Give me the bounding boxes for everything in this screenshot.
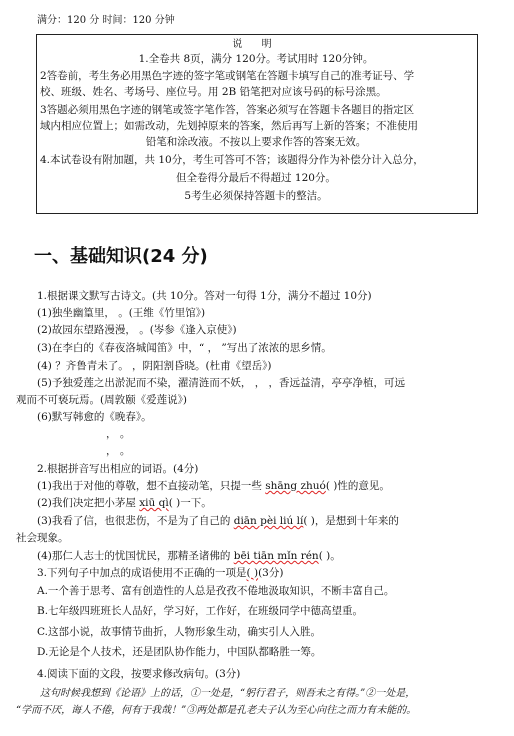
q2-item-4-pre: (4)那仁人志士的忧国忧民，那精圣诸佛的 — [37, 550, 234, 562]
q3-score: (3分) — [258, 567, 284, 579]
q1-item-6-line2: ， 。 — [106, 445, 131, 457]
q2-item-4-pinyin: bēi tiān mǐn rén — [233, 550, 319, 562]
q1-item-6: (6)默写韩愈的《晚春》。 — [37, 411, 152, 423]
notice-line-5: 域内相应位置上；如需改动，先划掉原来的答案，然后再写上新的答案；不准使用 — [40, 120, 418, 132]
score-time-line: 满分：120 分 时间：120 分钟 — [37, 15, 175, 26]
section-heading: 一、基础知识(24 分) — [34, 246, 208, 267]
q2-item-1 — [37, 480, 390, 493]
q3-option-d: D.无论是个人技术，还是团队协作能力，中国队都略胜一筹。 — [37, 646, 322, 658]
q1-item-4: (4) ？齐鲁青未了。 ，阴阳割昏晓。(杜甫《望岳》) — [37, 360, 272, 372]
q2-stem: 2.根据拼音写出相应的词语。(4分) — [37, 463, 199, 475]
q2-item-2-post: ( )一下。 — [168, 497, 212, 509]
q2-item-3-post: ( )，是想到十年来的 — [303, 515, 399, 527]
q1-stem: 1.根据课文默写古诗文。(共 10分。答对一句得 1分，满分不超过 10分) — [37, 290, 372, 302]
q2-item-1-pinyin: shāng zhuó — [265, 480, 326, 492]
notice-line-1: 1.全卷共 8页，满分 120分。考试用时 120分钟。 — [138, 53, 374, 65]
notice-line-7: 4.本试卷设有附加题，共 10分，考生可答可不答；该题得分作为补偿分计入总分， — [40, 154, 424, 166]
q1-item-2: (2)故园东望路漫漫， 。(岑参《逢入京使》) — [37, 324, 237, 336]
q2-item-2 — [37, 497, 212, 510]
q2-item-3-cont: 社会现象。 — [16, 532, 69, 544]
q2-item-3-pre: (3)我看了信，也很悲伤，不是为了自己的 — [37, 515, 234, 527]
q2-item-4-post: ( )。 — [318, 550, 341, 562]
q3-option-b: B.七年级四班班长人品好，学习好，工作好，在班级同学中德高望重。 — [37, 605, 364, 617]
notice-line-4: 3答题必须用黑色字迹的钢笔或签字笔作答，答案必须写在答题卡各题目的指定区 — [40, 104, 415, 116]
q2-item-3-pinyin: diān pèi liú lí — [233, 515, 304, 527]
q3-option-a: A.一个善于思考、富有创造性的人总是孜孜不倦地汲取知识，不断丰富自己。 — [37, 585, 395, 597]
notice-line-8: 但全卷得分最后不得超过 120分。 — [176, 172, 336, 184]
q3-stem-text: 3.下列句子中加点的成语使用不正确的一项是 — [37, 567, 247, 579]
q4-stem: 4.阅读下面的文段，按要求修改病句。(3分) — [37, 668, 241, 680]
notice-line-9: 5考生必须保持答题卡的整洁。 — [184, 190, 328, 202]
q4-text-line-1: 这句时候我想到《论语》上的话，①一处是，“躬行君子，则吾未之有得。”②一处是， — [40, 688, 416, 699]
q2-item-2-pinyin: xiū qì — [139, 497, 169, 509]
q2-item-1-post: ( )性的意见。 — [325, 480, 390, 492]
notice-line-2: 2答卷前，考生务必用黑色字迹的签字笔或钢笔在答题卡填写自己的准考证号、学 — [40, 70, 415, 82]
notice-line-6: 铅笔和涂改液。不按以上要求作答的答案无效。 — [145, 136, 367, 148]
q2-item-3 — [37, 515, 399, 528]
q1-item-3: (3)在李白的《春夜洛城闻笛》中，“ ， ”写出了浓浓的思乡情。 — [37, 342, 332, 354]
q2-item-4 — [37, 550, 341, 563]
q3-answer-blank: ( ) — [246, 567, 259, 579]
q1-item-5: (5)予独爱莲之出淤泥而不染，濯清涟而不妖， ， ，香远益清，亭亭净植，可远 — [37, 377, 406, 389]
notice-title: 说 明 — [232, 39, 280, 50]
q1-item-6-line1: ， 。 — [106, 428, 131, 440]
q4-text-line-2: “学而不厌，诲人不倦，何有于我哉！”③两处都是孔老夫子认为至心向往之而力有未能的。 — [16, 705, 417, 716]
q2-item-2-pre: (2)我们决定把小茅屋 — [37, 497, 140, 509]
q1-item-1: (1)独坐幽篁里， 。(王维《竹里馆》) — [37, 307, 206, 319]
q1-item-5-cont: 观而不可亵玩焉。(周敦颐《爱莲说》) — [16, 394, 187, 406]
q3-option-c: C.这部小说，故事情节曲折，人物形象生动，确实引人入胜。 — [37, 626, 321, 638]
notice-line-3: 校、班级、姓名、考场号、座位号。用 2B 铅笔把对应该号码的标号涂黑。 — [40, 86, 387, 98]
q3-stem — [37, 567, 283, 580]
q2-item-1-pre: (1)我出于对他的尊敬，想不直接动笔，只提一些 — [37, 480, 266, 492]
